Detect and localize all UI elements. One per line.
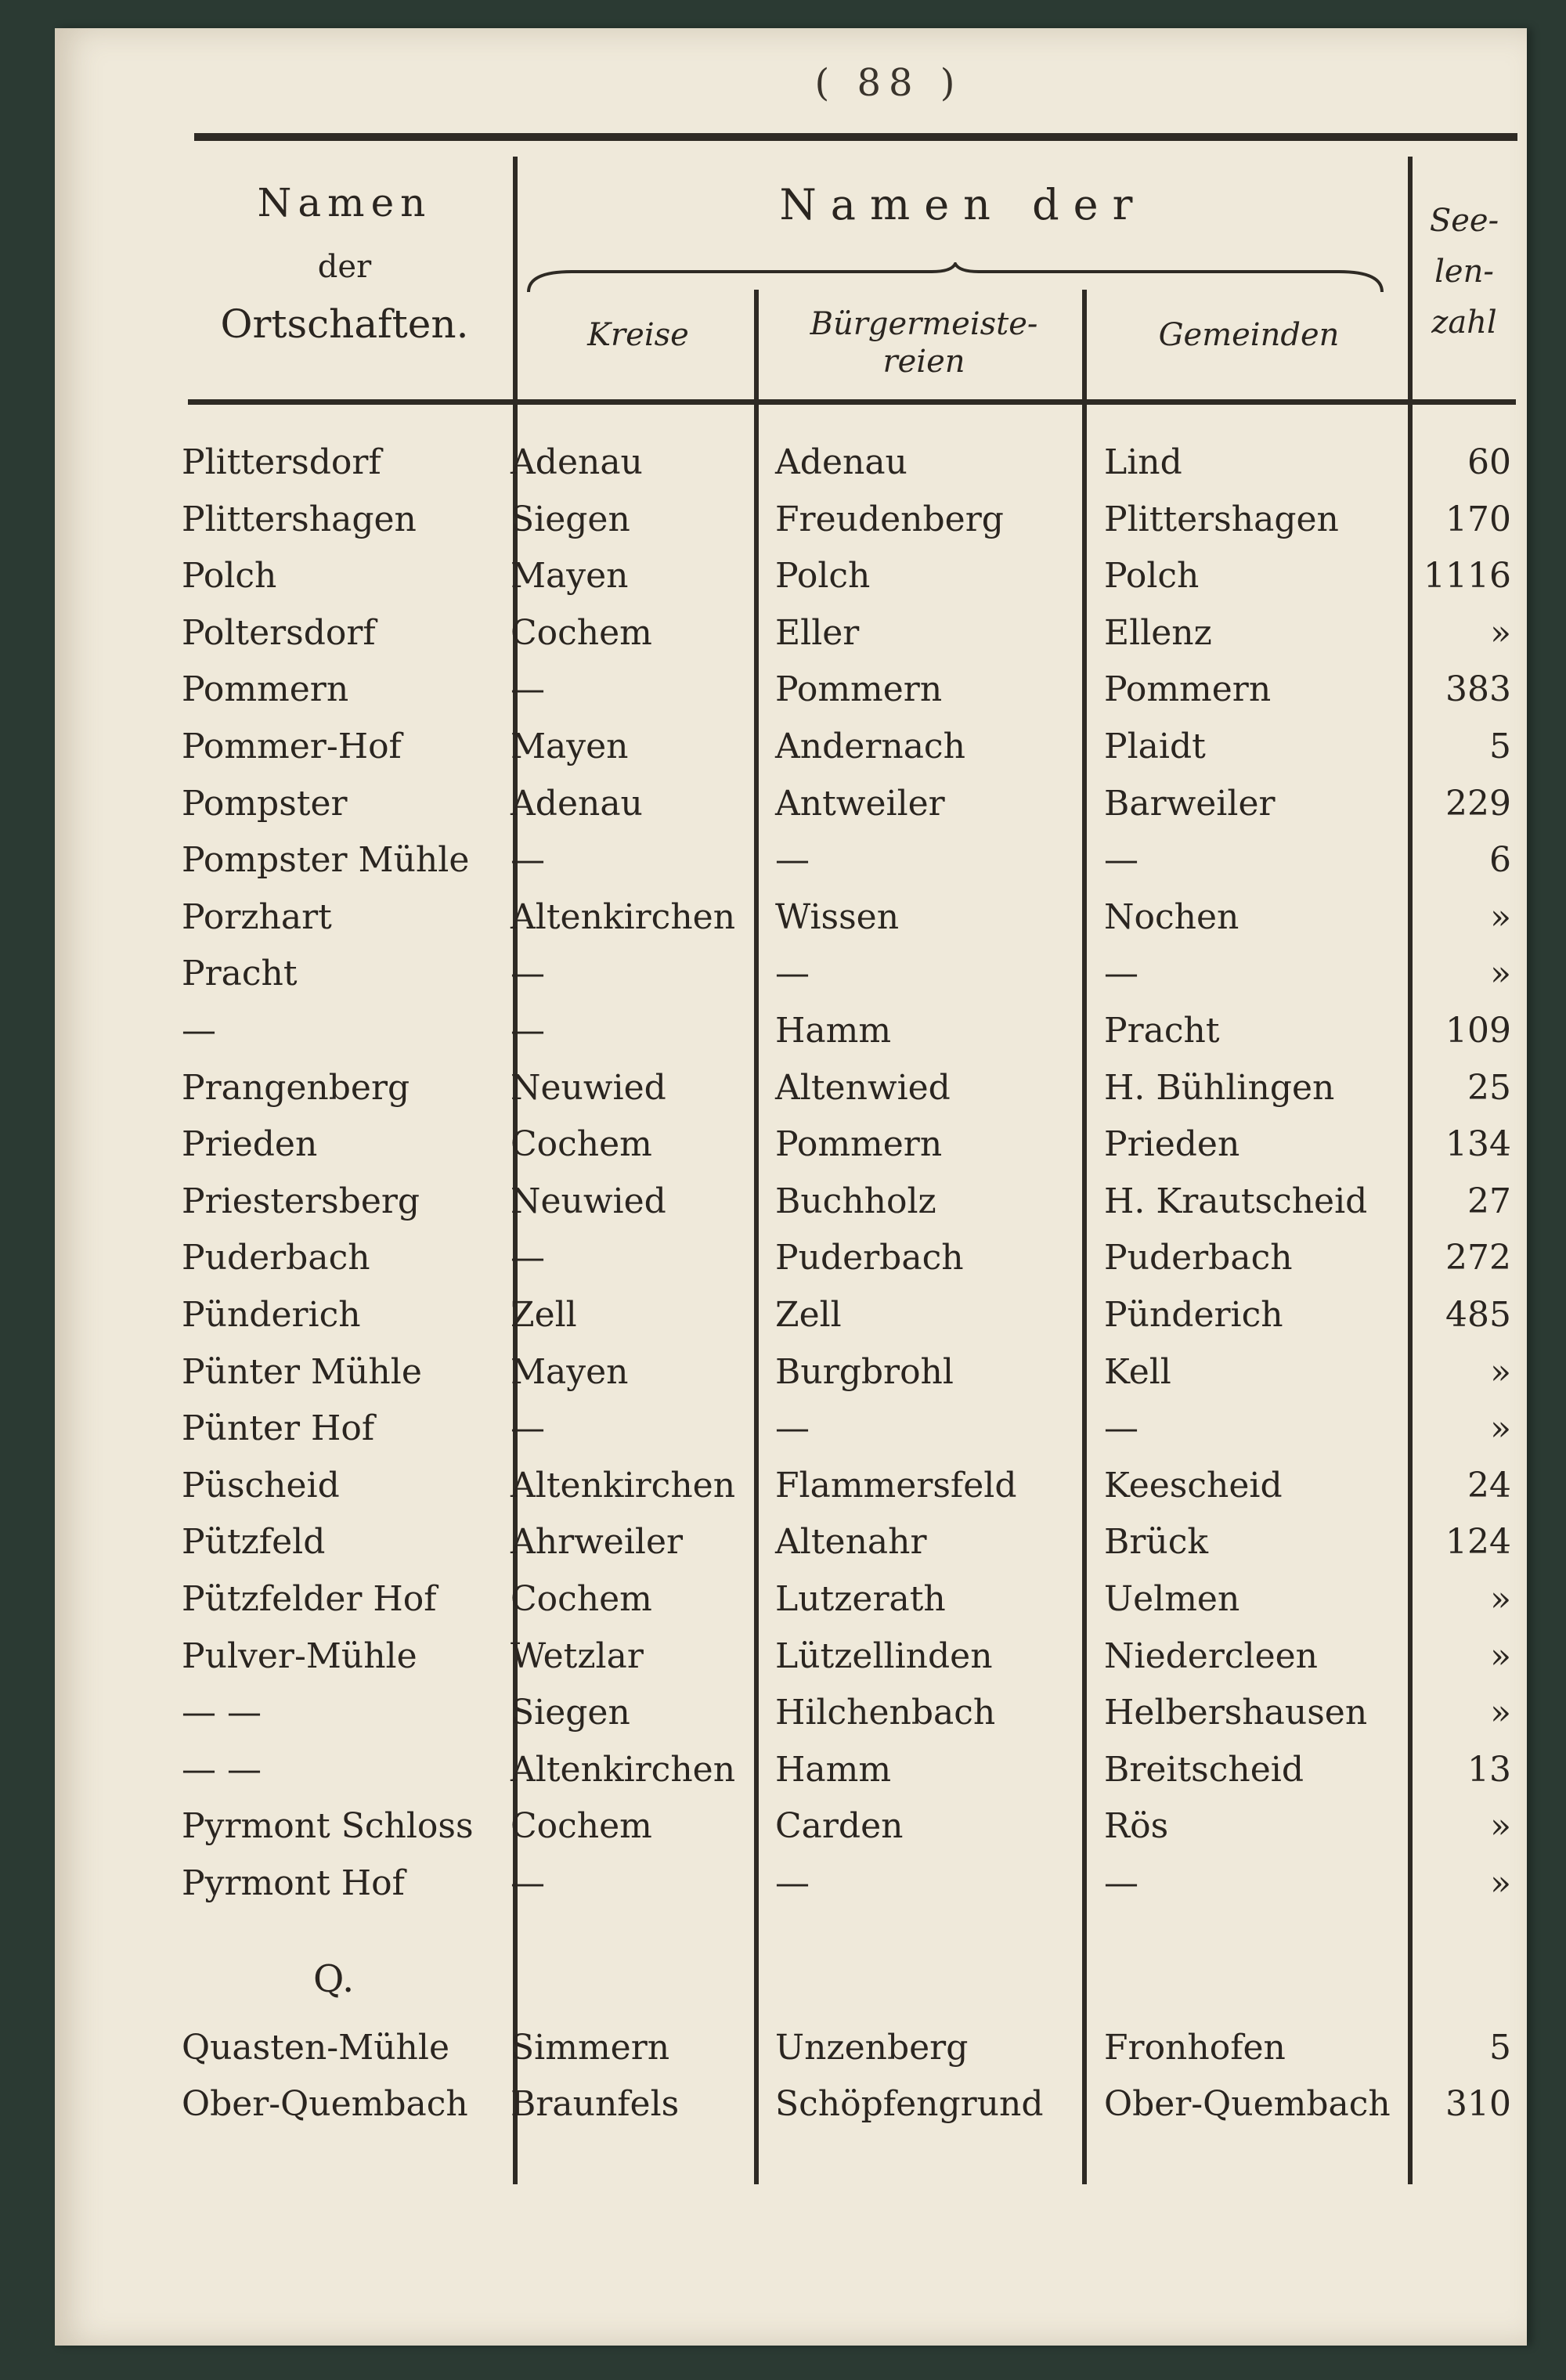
seelenzahl-value: » [1490, 1636, 1511, 1676]
seelenzahl-value: 13 [1467, 1750, 1511, 1790]
gemeinde-name: Uelmen [1104, 1579, 1240, 1619]
buergermeisterei-name: Andernach [775, 727, 965, 766]
header-buergermeistereien [763, 305, 1084, 380]
kreis-name: — [511, 1011, 545, 1051]
seelenzahl-value: 27 [1467, 1181, 1511, 1221]
seelenzahl-value: 124 [1445, 1522, 1511, 1562]
section-letter-q: Q. [313, 1957, 355, 2001]
header-rule [188, 399, 1516, 405]
buergermeisterei-name: Polch [775, 556, 871, 596]
gemeinde-name: Rös [1104, 1806, 1169, 1846]
header-seelenzahl-line3: zahl [1431, 305, 1497, 341]
buergermeisterei-name: — [775, 1408, 810, 1448]
place-name: Porzhart [182, 897, 332, 937]
buergermeisterei-name: Freudenberg [775, 499, 1004, 539]
buergermeisterei-name: Pommern [775, 1124, 943, 1164]
place-name: Plittersdorf [182, 442, 381, 482]
kreis-name: Mayen [511, 1352, 629, 1392]
place-name: Pompster Mühle [182, 840, 470, 880]
kreis-name: Adenau [511, 442, 643, 482]
gemeinde-name: — [1104, 1863, 1138, 1903]
kreis-name: Siegen [511, 1693, 630, 1733]
seelenzahl-value: 383 [1445, 669, 1511, 709]
buergermeisterei-name: Puderbach [775, 1238, 964, 1278]
gemeinde-name: Plaidt [1104, 727, 1206, 766]
buergermeisterei-name: Eller [775, 613, 860, 653]
place-name: Pützfelder Hof [182, 1579, 437, 1619]
gemeinde-name: Keescheid [1104, 1466, 1283, 1506]
seelenzahl-value: » [1490, 897, 1511, 937]
header-namen-der: Namen der [779, 180, 1147, 229]
place-name: Puderbach [182, 1238, 370, 1278]
gemeinde-name: Prieden [1104, 1124, 1240, 1164]
kreis-name: Cochem [511, 1124, 652, 1164]
column-line-2 [754, 290, 759, 2184]
header-brace [525, 262, 1386, 294]
kreis-name: Braunfels [511, 2084, 680, 2124]
buergermeisterei-name: Hamm [775, 1750, 892, 1790]
gemeinde-name: Pommern [1104, 669, 1272, 709]
place-name: Pommer-Hof [182, 727, 402, 766]
header-gemeinden: Gemeinden [1158, 317, 1340, 353]
seelenzahl-value: 109 [1445, 1011, 1511, 1051]
place-name: Pulver-Mühle [182, 1636, 417, 1676]
kreis-name: Adenau [511, 784, 643, 824]
gemeinde-name: — [1104, 1408, 1138, 1448]
seelenzahl-value: » [1490, 613, 1511, 653]
place-name: Pünter Hof [182, 1408, 375, 1448]
buergermeisterei-name: Antweiler [775, 784, 945, 824]
gemeinde-name: — [1104, 840, 1138, 880]
gemeinde-name: Ellenz [1104, 613, 1212, 653]
buergermeisterei-name: Carden [775, 1806, 904, 1846]
gemeinde-name: Nochen [1104, 897, 1239, 937]
buergermeisterei-name: Lutzerath [775, 1579, 946, 1619]
header-namen: Namen [257, 180, 432, 225]
gemeinde-name: Ober-Quembach [1104, 2084, 1391, 2124]
buergermeisterei-name: — [775, 1863, 810, 1903]
kreis-name: — [511, 840, 545, 880]
buergermeisterei-name: Burgbrohl [775, 1352, 954, 1392]
place-name: Plittershagen [182, 499, 417, 539]
buergermeisterei-name: Wissen [775, 897, 900, 937]
gemeinde-name: Pracht [1104, 1011, 1220, 1051]
seelenzahl-value: 1116 [1423, 556, 1511, 596]
place-name: Pommern [182, 669, 349, 709]
seelenzahl-value: 485 [1445, 1295, 1511, 1335]
gemeinde-name: Helbershausen [1104, 1693, 1368, 1733]
buergermeisterei-name: Buchholz [775, 1181, 936, 1221]
kreis-name: Cochem [511, 1806, 652, 1846]
place-name: Priestersberg [182, 1181, 420, 1221]
header-kreise: Kreise [587, 317, 689, 353]
page-number: ( 88 ) [814, 61, 963, 105]
place-name: Pyrmont Hof [182, 1863, 405, 1903]
column-line-3 [1082, 290, 1087, 2184]
buergermeisterei-name: Pommern [775, 669, 943, 709]
gemeinde-name: Fronhofen [1104, 2028, 1286, 2068]
place-name: Pützfeld [182, 1522, 326, 1562]
gemeinde-name: Breitscheid [1104, 1750, 1304, 1790]
seelenzahl-value: 60 [1467, 442, 1511, 482]
buergermeisterei-name: Hilchenbach [775, 1693, 996, 1733]
seelenzahl-value: 272 [1445, 1238, 1511, 1278]
place-name: Polch [182, 556, 277, 596]
kreis-name: Simmern [511, 2028, 670, 2068]
buergermeisterei-name: Adenau [775, 442, 907, 482]
place-name: Pünderich [182, 1295, 361, 1335]
header-der: der [317, 249, 372, 285]
gemeinde-name: Barweiler [1104, 784, 1276, 824]
place-name: Quasten-Mühle [182, 2028, 449, 2068]
kreis-name: — [511, 669, 545, 709]
buergermeisterei-name: Zell [775, 1295, 842, 1335]
kreis-name: — [511, 954, 545, 993]
seelenzahl-value: 25 [1467, 1068, 1511, 1108]
buergermeisterei-name: Altenwied [775, 1068, 951, 1108]
kreis-name: Altenkirchen [511, 1750, 736, 1790]
place-name: — — [182, 1750, 262, 1790]
gemeinde-name: Niedercleen [1104, 1636, 1318, 1676]
buergermeisterei-name: — [775, 954, 810, 993]
seelenzahl-value: » [1490, 1806, 1511, 1846]
gemeinde-name: — [1104, 954, 1138, 993]
kreis-name: Mayen [511, 556, 629, 596]
kreis-name: — [511, 1238, 545, 1278]
kreis-name: Cochem [511, 613, 652, 653]
buergermeisterei-name: — [775, 840, 810, 880]
place-name: — — [182, 1693, 262, 1733]
seelenzahl-value: » [1490, 954, 1511, 993]
kreis-name: Siegen [511, 499, 630, 539]
gemeinde-name: Pünderich [1104, 1295, 1283, 1335]
kreis-name: Neuwied [511, 1181, 666, 1221]
buergermeisterei-name: Schöpfengrund [775, 2084, 1044, 2124]
kreis-name: Cochem [511, 1579, 652, 1619]
seelenzahl-value: » [1490, 1863, 1511, 1903]
top-rule [194, 133, 1517, 141]
kreis-name: Mayen [511, 727, 629, 766]
gemeinde-name: Plittershagen [1104, 499, 1339, 539]
buergermeisterei-name: Altenahr [775, 1522, 927, 1562]
gemeinde-name: Brück [1104, 1522, 1209, 1562]
seelenzahl-value: 229 [1445, 784, 1511, 824]
place-name: — [182, 1011, 216, 1051]
header-buergermeistereien-line2: reien [882, 344, 965, 380]
seelenzahl-value: » [1490, 1693, 1511, 1733]
kreis-name: — [511, 1408, 545, 1448]
seelenzahl-value: 170 [1445, 499, 1511, 539]
place-name: Prangenberg [182, 1068, 410, 1108]
header-ortschaften: Ortschaften. [220, 301, 469, 347]
gemeinde-name: H. Krautscheid [1104, 1181, 1368, 1221]
seelenzahl-value: 134 [1445, 1124, 1511, 1164]
seelenzahl-value: » [1490, 1352, 1511, 1392]
header-seelenzahl-line1: See- [1429, 203, 1499, 239]
seelenzahl-value: 6 [1489, 840, 1511, 880]
seelenzahl-value: 24 [1467, 1466, 1511, 1506]
gemeinde-name: Lind [1104, 442, 1182, 482]
buergermeisterei-name: Hamm [775, 1011, 892, 1051]
place-name: Poltersdorf [182, 613, 376, 653]
header-seelenzahl [1413, 196, 1515, 348]
place-name: Ober-Quembach [182, 2084, 468, 2124]
kreis-name: Zell [511, 1295, 577, 1335]
kreis-name: Altenkirchen [511, 897, 736, 937]
place-name: Prieden [182, 1124, 318, 1164]
gemeinde-name: Polch [1104, 556, 1200, 596]
kreis-name: Ahrweiler [511, 1522, 684, 1562]
kreis-name: Altenkirchen [511, 1466, 736, 1506]
gemeinde-name: Puderbach [1104, 1238, 1293, 1278]
seelenzahl-value: 310 [1445, 2084, 1511, 2124]
gemeinde-name: Kell [1104, 1352, 1171, 1392]
seelenzahl-value: 5 [1489, 2028, 1511, 2068]
seelenzahl-value: » [1490, 1579, 1511, 1619]
kreis-name: Wetzlar [511, 1636, 644, 1676]
place-name: Pompster [182, 784, 348, 824]
kreis-name: — [511, 1863, 545, 1903]
buergermeisterei-name: Flammersfeld [775, 1466, 1017, 1506]
buergermeisterei-name: Lützellinden [775, 1636, 993, 1676]
kreis-name: Neuwied [511, 1068, 666, 1108]
place-name: Pyrmont Schloss [182, 1806, 474, 1846]
place-name: Pracht [182, 954, 298, 993]
gemeinde-name: H. Bühlingen [1104, 1068, 1335, 1108]
header-buergermeistereien-line1: Bürgermeiste- [810, 306, 1038, 342]
header-seelenzahl-line2: len- [1434, 254, 1494, 290]
place-name: Püscheid [182, 1466, 340, 1506]
buergermeisterei-name: Unzenberg [775, 2028, 969, 2068]
place-name: Pünter Mühle [182, 1352, 422, 1392]
seelenzahl-value: » [1490, 1408, 1511, 1448]
seelenzahl-value: 5 [1489, 727, 1511, 766]
